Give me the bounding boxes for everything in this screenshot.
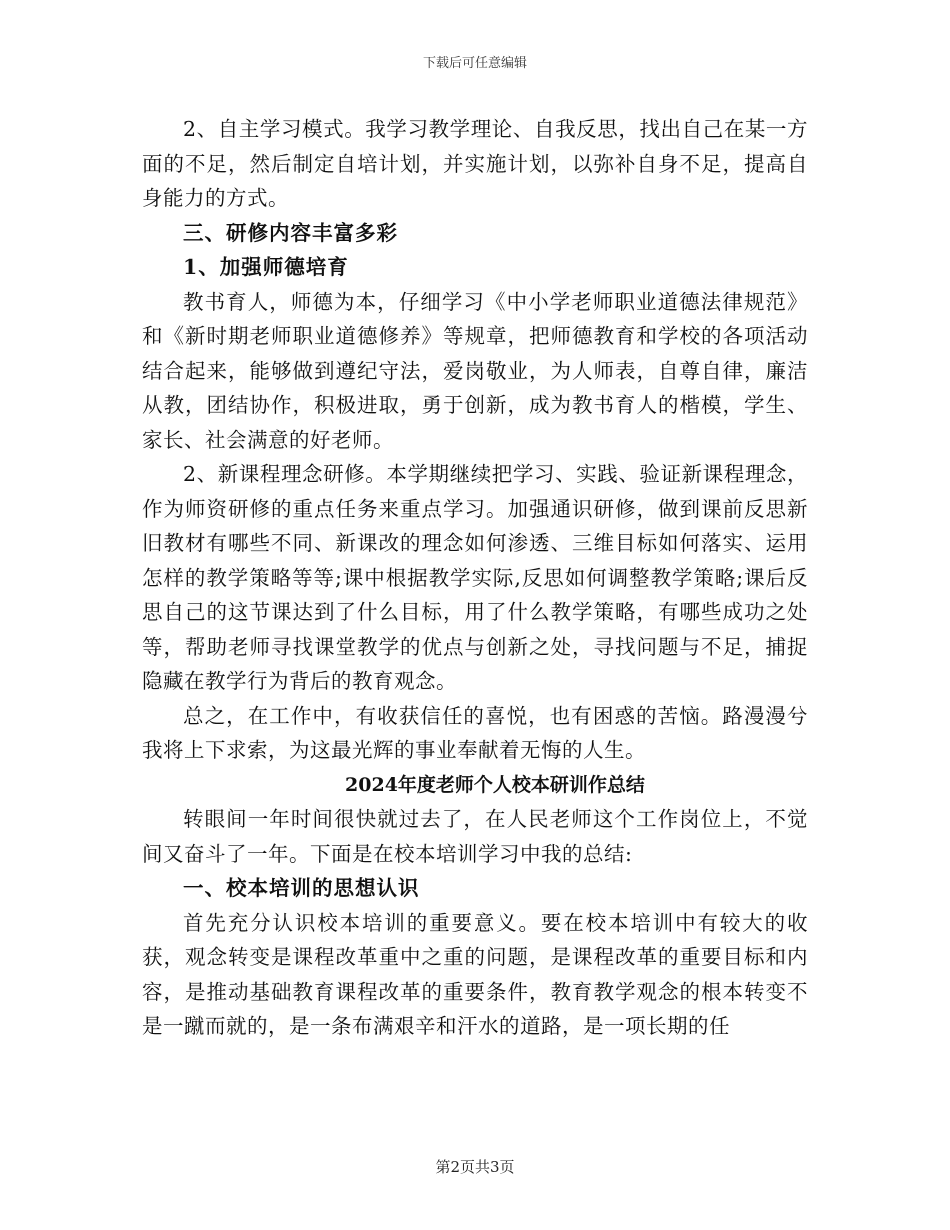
section-heading-content: 三、研修内容丰富多彩 [183,220,398,245]
page-header: 下载后可任意编辑 [422,56,527,71]
paragraph-intro: 转眼间一年时间很快就过去了，在人民老师这个工作岗位上，不觉间又奋斗了一年。下面是在校本培训学习中我的总结: [142,807,808,866]
paragraph-conclusion: 总之，在工作中，有收获信任的喜悦，也有困惑的苦恼。路漫漫兮我将上下求索，为这最光辉的事业奉献着无悔的人生。 [142,703,808,762]
page-footer: 第2页共3页 [435,1158,515,1176]
paragraph-self-study: 2、自主学习模式。我学习教学理论、自我反思，找出自己在某一方面的不足，然后制定自培计划，并实施计划，以弥补自身不足，提高自身能力的方式。 [142,117,808,210]
document-body [142,112,808,1044]
paragraph-significance: 首先充分认识校本培训的重要意义。要在校本培训中有较大的收获，观念转变是课程改革重中之重的问题，是课程改革的重要目标和内容，是推动基础教育课程改革的重要条件，教育教学观念的根本转变不是一蹴而就的，是一条布满艰辛和汗水的道路，是一项长期的任 [142,910,808,1038]
paragraph-new-curriculum: 2、新课程理念研修。本学期继续把学习、实践、验证新课程理念，作为师资研修的重点任务来重点学习。加强通识研修，做到课前反思新旧教材有哪些不同、新课改的理念如何渗透、三维目标如何落实、运用怎样的教学策略等等;课中根据教学实际,反思如何调整教学策略;课后反思自己的这节课达到了什么目标，用了什么教学策略，有哪些成功之处等，帮助老师寻找课堂教学的优点与创新之处，寻找问题与不足，捕捉隐藏在教学行为背后的教育观念。 [142,462,808,693]
paragraph-ethics: 教书育人，师德为本，仔细学习《中小学老师职业道德法律规范》和《新时期老师职业道德修养》等规章，把师德教育和学校的各项活动结合起来，能够做到遵纪守法，爱岗敬业，为人师表，自尊自律，廉洁从教，团结协作，积极进取，勇于创新，成为教书育人的楷模，学生、家长、社会满意的好老师。 [142,289,808,452]
document-title: 2024年度老师个人校本研训作总结 [345,773,645,796]
section-heading-understanding: 一、校本培训的思想认识 [183,876,420,900]
subheading-ethics: 1、加强师德培育 [183,255,349,279]
